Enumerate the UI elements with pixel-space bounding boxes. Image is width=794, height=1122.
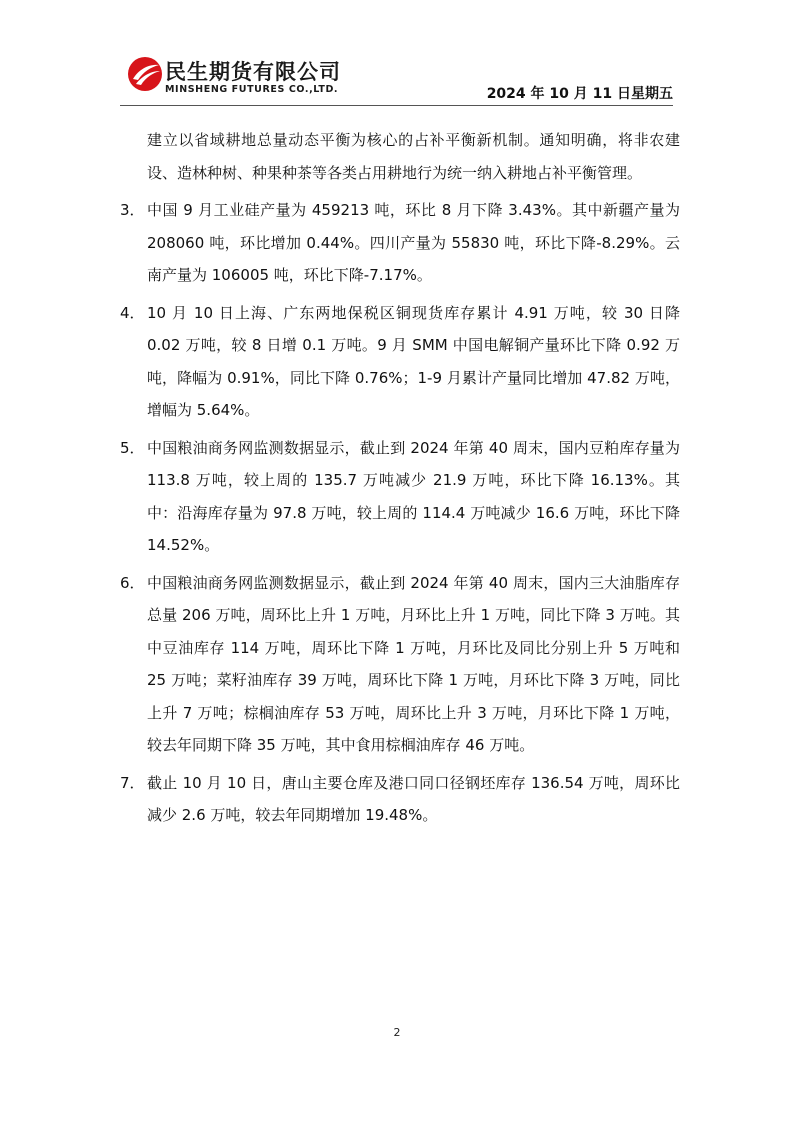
- list-item-number: 3．: [120, 201, 145, 219]
- list-item-number: 7．: [120, 773, 145, 792]
- company-logo: [127, 56, 367, 100]
- list-item-number: 5．: [120, 438, 145, 457]
- list-item-number: 4．: [120, 303, 145, 322]
- list-item: [120, 194, 680, 292]
- minsheng-logo-icon: [127, 56, 163, 92]
- list-item-text: 中国 9 月工业硅产量为 459213 吨，环比 8 月下降 3.43%。其中新疆产量为 208060 吨，环比增加 0.44%。四川产量为 55830 吨，环比下降-8.29%。云南产量为 106005 吨，环比下降-7.17%。: [147, 201, 680, 284]
- page-number: 2: [393, 1026, 401, 1039]
- page-header: [0, 0, 794, 110]
- list-item: [120, 297, 680, 427]
- company-name-cn: 民生期货有限公司: [165, 60, 341, 84]
- list-item-text: 10 月 10 日上海、广东两地保税区铜现货库存累计 4.91 万吨，较 30 日降 0.02 万吨，较 8 日增 0.1 万吨。9 月 SMM 中国电解铜产量环比下降 0.92 万吨，降幅为 0.91%，同比下降 0.76%；1-9 月累计产量同比增加 47.82 万吨，增幅为 5.64%。: [147, 303, 680, 419]
- company-name-en: MINSHENG FUTURES CO.,LTD.: [165, 84, 339, 95]
- document-body: [120, 124, 680, 837]
- list-item-text: 中国粮油商务网监测数据显示，截止到 2024 年第 40 周末，国内豆粕库存量为 113.8 万吨，较上周的 135.7 万吨减少 21.9 万吨，环比下降 16.13%。其中：沿海库存量为 97.8 万吨，较上周的 114.4 万吨减少 16.6 万吨，环比下降 14.52%。: [147, 438, 680, 554]
- list-item: [120, 567, 680, 762]
- header-date: 2024 年 10 月 11 日星期五: [486, 86, 673, 102]
- list-item: [120, 432, 680, 562]
- list-item: [120, 767, 680, 832]
- continued-paragraph: 建立以省域耕地总量动态平衡为核心的占补平衡新机制。通知明确，将非农建设、造林种树、种果种茶等各类占用耕地行为统一纳入耕地占补平衡管理。: [147, 131, 680, 182]
- list-item-text: 截止 10 月 10 日，唐山主要仓库及港口同口径钢坯库存 136.54 万吨，周环比减少 2.6 万吨，较去年同期增加 19.48%。: [147, 773, 680, 824]
- list-item-number: 6．: [120, 573, 145, 592]
- list-item-text: 中国粮油商务网监测数据显示，截止到 2024 年第 40 周末，国内三大油脂库存总量 206 万吨，周环比上升 1 万吨，月环比上升 1 万吨，同比下降 3 万吨。其中豆油库存 114 万吨，周环比下降 1 万吨，月环比及同比分别上升 5 万吨和 25 万吨；菜籽油库存 39 万吨，周环比下降 1 万吨，月环比下降 3 万吨，同比上升 7 万吨；棕榈油库存 53 万吨，周环比上升 3 万吨，月环比下降 1 万吨，较去年同期下降 35 万吨，其中食用棕榈油库存 46 万吨。: [147, 573, 680, 754]
- header-divider: [120, 105, 673, 106]
